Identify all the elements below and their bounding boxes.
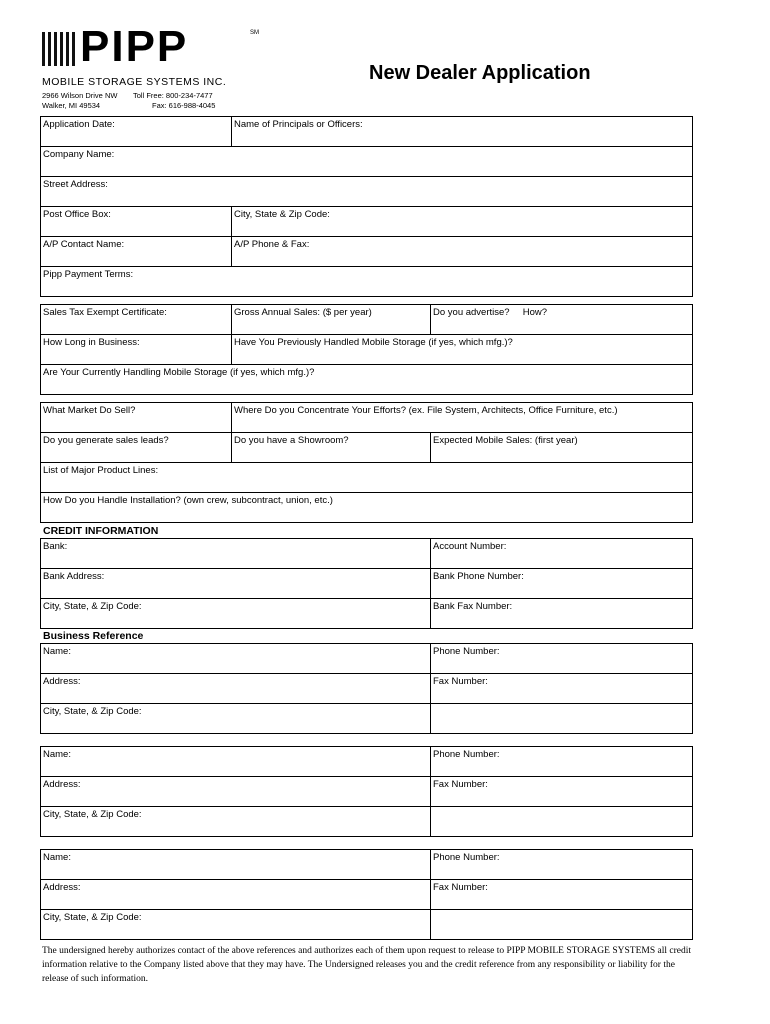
bank-city-field[interactable]: City, State, & Zip Code: [41,599,431,629]
ref1-name-field[interactable]: Name: [41,644,431,674]
how-long-field[interactable]: How Long in Business: [41,335,232,365]
reference-table-3 [40,849,693,940]
application-date-field[interactable]: Application Date: [41,117,232,147]
ref3-phone-field[interactable]: Phone Number: [431,850,693,880]
company-name-field[interactable]: Company Name: [41,147,693,177]
previously-handled-field[interactable]: Have You Previously Handled Mobile Storage (if yes, which mfg.)? [232,335,693,365]
ap-phone-fax-field[interactable]: A/P Phone & Fax: [232,237,693,267]
page-title: New Dealer Application [369,62,591,84]
advertise-field[interactable]: Do you advertise? How? [431,305,693,335]
sales-leads-field[interactable]: Do you generate sales leads? [41,433,232,463]
bank-phone-field[interactable]: Bank Phone Number: [431,569,693,599]
reference-table-1 [40,643,693,734]
market-info-table [40,402,693,523]
principals-field[interactable]: Name of Principals or Officers: [232,117,693,147]
fax-number: Fax: 616-988-4045 [152,101,216,110]
ref2-phone-field[interactable]: Phone Number: [431,747,693,777]
ref3-fax-field[interactable]: Fax Number: [431,880,693,910]
ref2-city-field[interactable]: City, State, & Zip Code: [41,807,431,837]
ref2-fax-field[interactable]: Fax Number: [431,777,693,807]
bank-field[interactable]: Bank: [41,539,431,569]
gross-sales-field[interactable]: Gross Annual Sales: ($ per year) [232,305,431,335]
ref1-address-field[interactable]: Address: [41,674,431,704]
installation-field[interactable]: How Do you Handle Installation? (own crew, subcontract, union, etc.) [41,493,693,523]
account-number-field[interactable]: Account Number: [431,539,693,569]
ref1-phone-field[interactable]: Phone Number: [431,644,693,674]
ref2-blank-field[interactable] [431,807,693,837]
what-market-field[interactable]: What Market Do Sell? [41,403,232,433]
payment-terms-field[interactable]: Pipp Payment Terms: [41,267,693,297]
document-header: PIPP SM MOBILE STORAGE SYSTEMS INC. 2966 Wilson Drive NW Walker, MI 49534 Toll Free: 800-234-7477 Fax: 616-988-4045 New Dealer Application [42,22,591,110]
address-city: Walker, MI 49534 [42,101,101,110]
bank-fax-field[interactable]: Bank Fax Number: [431,599,693,629]
street-address-field[interactable]: Street Address: [41,177,693,207]
company-name: MOBILE STORAGE SYSTEMS INC. [42,76,227,88]
business-info-table [40,304,693,395]
brand-wordmark: PIPP [80,22,189,71]
ref3-name-field[interactable]: Name: [41,850,431,880]
sales-tax-field[interactable]: Sales Tax Exempt Certificate: [41,305,232,335]
showroom-field[interactable]: Do you have a Showroom? [232,433,431,463]
ref1-blank-field[interactable] [431,704,693,734]
ref3-city-field[interactable]: City, State, & Zip Code: [41,910,431,940]
address-street: 2966 Wilson Drive NW [42,91,118,100]
reference-table-2 [40,746,693,837]
credit-heading: CREDIT INFORMATION [43,525,159,537]
ref1-fax-field[interactable]: Fax Number: [431,674,693,704]
po-box-field[interactable]: Post Office Box: [41,207,232,237]
city-state-zip-field[interactable]: City, State & Zip Code: [232,207,693,237]
expected-sales-field[interactable]: Expected Mobile Sales: (first year) [431,433,693,463]
ap-contact-field[interactable]: A/P Contact Name: [41,237,232,267]
reference-heading: Business Reference [43,630,144,642]
concentrate-field[interactable]: Where Do you Concentrate Your Efforts? (ex. File System, Architects, Office Furniture, etc.) [232,403,693,433]
general-info-table [40,116,693,297]
authorization-statement: The undersigned hereby authorizes contact of the above references and authorizes each of them upon request to release to PIPP MOBILE STORAGE SYSTEMS all credit information relative to the Company listed above that they may have. The Undersigned releases you and the credit reference from any responsibility or liability for the release of such information. [42,946,691,984]
bank-address-field[interactable]: Bank Address: [41,569,431,599]
credit-table [40,538,693,629]
ref2-address-field[interactable]: Address: [41,777,431,807]
ref2-name-field[interactable]: Name: [41,747,431,777]
ref3-address-field[interactable]: Address: [41,880,431,910]
toll-free: Toll Free: 800-234-7477 [133,91,213,100]
ref3-blank-field[interactable] [431,910,693,940]
ref1-city-field[interactable]: City, State, & Zip Code: [41,704,431,734]
currently-handling-field[interactable]: Are Your Currently Handling Mobile Storage (if yes, which mfg.)? [41,365,693,395]
product-lines-field[interactable]: List of Major Product Lines: [41,463,693,493]
